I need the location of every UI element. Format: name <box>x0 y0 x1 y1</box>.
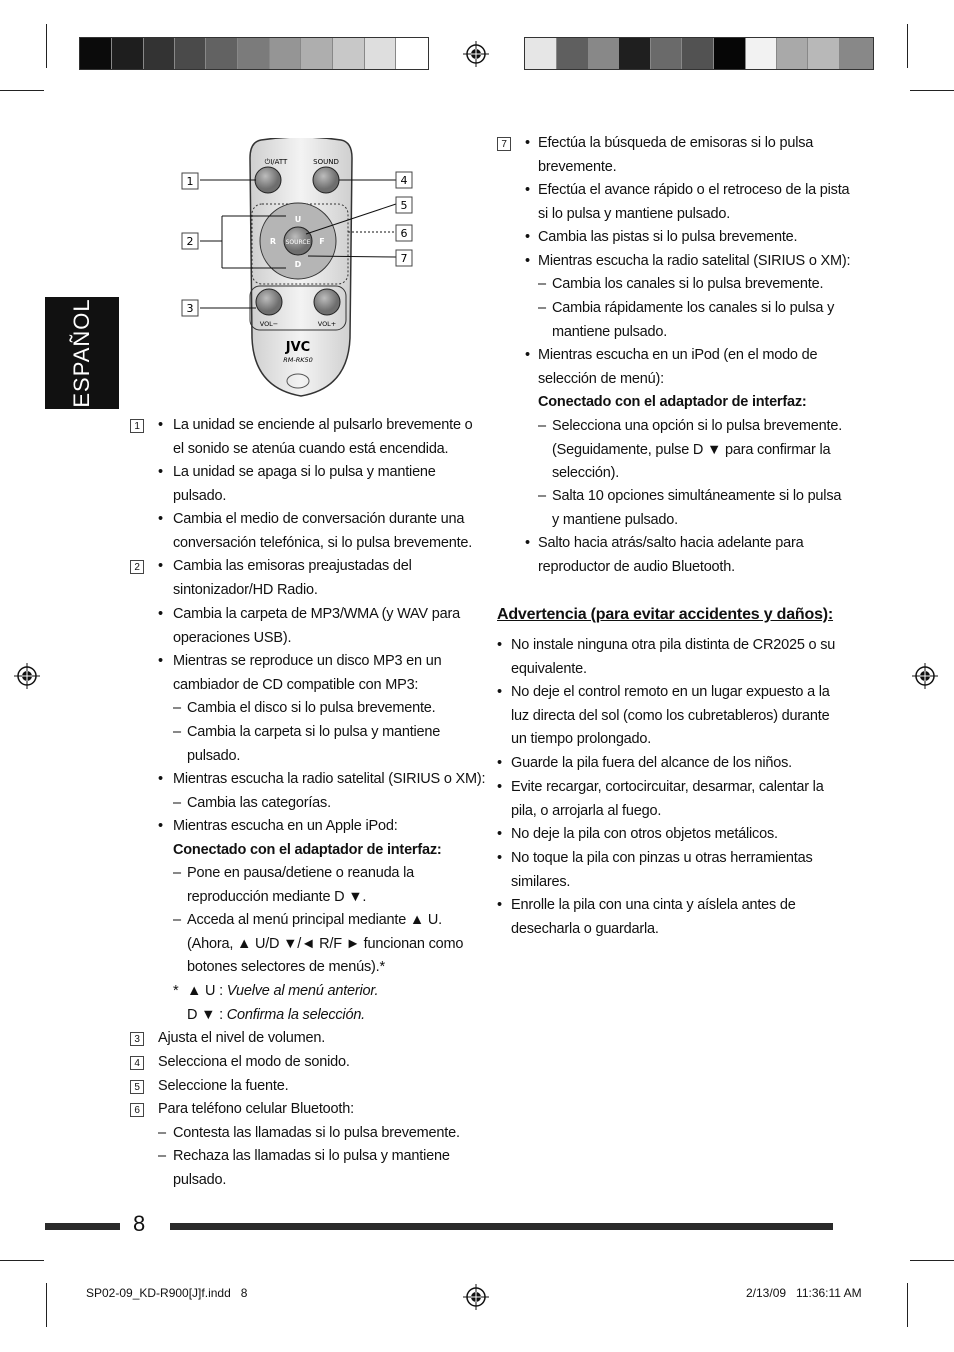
text-line: No deje la pila con otros objetos metálicos. <box>511 826 778 842</box>
text-line: Mientras escucha en un Apple iPod: <box>173 818 398 834</box>
text-line: equivalente. <box>511 660 587 677</box>
footer-date: 2/13/09 11:36:11 AM <box>746 1286 862 1300</box>
callout-6: 6 <box>400 227 408 240</box>
crop-mark <box>46 24 47 68</box>
text-line: un tiempo prolongado. <box>511 731 652 748</box>
remote-control-diagram <box>176 138 426 400</box>
text-line: La unidad se apaga si lo pulsa y mantiene <box>173 464 436 480</box>
text-line: Salta 10 opciones simultáneamente si lo pulsa <box>552 488 842 504</box>
text-line: Mientras escucha la radio satelital (SIRIUS o XM): <box>173 771 486 787</box>
text-line: ▲ U : <box>187 983 223 999</box>
u-label: U <box>294 215 302 224</box>
text-line: pulsado. <box>187 747 241 764</box>
text-line: Cambia la carpeta si lo pulsa y mantiene <box>187 724 441 740</box>
text-line: conversación telefónica, si lo pulsa brevemente. <box>173 534 473 551</box>
text-line: Contesta las llamadas si lo pulsa brevemente. <box>173 1125 460 1141</box>
power-att-button <box>255 167 281 193</box>
language-tab: ESPAÑOL <box>45 297 119 409</box>
text-line: el sonido se atenúa cuando está encendida. <box>173 440 449 457</box>
text-line: Mientras escucha en un iPod (en el modo de <box>538 347 818 363</box>
registration-mark-icon <box>14 663 40 689</box>
sound-label: SOUND <box>313 158 339 166</box>
item-number-7: 7 <box>497 137 511 151</box>
crop-mark <box>0 1260 44 1261</box>
warning-heading: Advertencia (para evitar accidentes y daños): <box>497 606 834 623</box>
text-line: Cambia las pistas si lo pulsa brevemente. <box>538 229 798 245</box>
text-line: Cambia el disco si lo pulsa brevemente. <box>187 700 436 716</box>
text-line: Seleccione la fuente. <box>158 1078 289 1094</box>
text-line: luz directa del sol (como los cubretableros) durante <box>511 707 830 724</box>
text-line: si lo pulsa y mantiene pulsado. <box>538 205 731 222</box>
text-line: No deje el control remoto en un lugar expuesto a la <box>511 684 830 700</box>
item-number-3: 3 <box>130 1032 144 1046</box>
page-rule-left <box>45 1223 120 1230</box>
text-line: D ▼ : <box>187 1007 223 1023</box>
d-label: D <box>294 260 302 269</box>
f-label: F <box>319 237 325 246</box>
text-line: botones selectores de menús).* <box>187 959 385 976</box>
item-number-4: 4 <box>130 1056 144 1070</box>
subheading: Conectado con el adaptador de interfaz: <box>173 842 442 858</box>
text-line: cambiador de CD compatible con MP3: <box>173 676 419 693</box>
text-line: Cambia las categorías. <box>187 795 331 811</box>
text-line: Enrolle la pila con una cinta y aíslela antes de <box>511 897 796 913</box>
callout-4: 4 <box>400 174 408 187</box>
text-line: Vuelve al menú anterior. <box>226 983 379 999</box>
callout-5: 5 <box>400 199 408 212</box>
text-line: Acceda al menú principal mediante ▲ U. <box>187 912 442 928</box>
text-line: (Ahora, ▲ U/D ▼/◄ R/F ► funcionan como <box>187 935 464 952</box>
color-bar-right <box>524 37 874 70</box>
r-label: R <box>269 237 277 246</box>
source-label: SOURCE <box>285 239 311 246</box>
text-line: Cambia la carpeta de MP3/WMA (y WAV para <box>173 606 460 622</box>
text-line: reproductor de audio Bluetooth. <box>538 558 735 575</box>
crop-mark <box>907 24 908 68</box>
power-att-label: ⏻I/ATT <box>264 158 288 166</box>
text-line: operaciones USB). <box>173 629 292 646</box>
text-line: Guarde la pila fuera del alcance de los niños. <box>511 755 792 771</box>
registration-mark-icon <box>463 1284 489 1310</box>
text-line: sintonizador/HD Radio. <box>173 581 318 598</box>
bullet: • <box>158 417 163 433</box>
vol-plus-label: VOL+ <box>317 320 337 328</box>
text-line: reproducción mediante D ▼. <box>187 888 367 905</box>
text-line: Mientras se reproduce un disco MP3 en un <box>173 653 442 669</box>
text-line: La unidad se enciende al pulsarlo brevemente o <box>173 417 473 433</box>
text-line: Selecciona una opción si lo pulsa brevemente. <box>552 418 843 434</box>
page-number: 8 <box>133 1211 146 1236</box>
text-line: desecharla o guardarla. <box>511 920 659 937</box>
text-line: pila, o arrojarla al fuego. <box>511 802 662 819</box>
text-line: (Seguidamente, pulse D ▼ para confirmar la <box>552 441 831 458</box>
text-line: Salto hacia atrás/salto hacia adelante para <box>538 535 804 551</box>
text-line: Para teléfono celular Bluetooth: <box>158 1101 354 1117</box>
vol-minus-label: VOL− <box>259 320 279 328</box>
text-line: similares. <box>511 873 571 890</box>
text-line: Evite recargar, cortocircuitar, desarmar, calentar la <box>511 779 824 795</box>
text-line: Pone en pausa/detiene o reanuda la <box>187 865 415 881</box>
text-line: mantiene pulsado. <box>552 323 668 340</box>
item-number-6: 6 <box>130 1103 144 1117</box>
vol-minus-button <box>256 289 282 315</box>
text-line: No toque la pila con pinzas u otras herramientas <box>511 850 813 866</box>
text-line: Mientras escucha la radio satelital (SIRIUS o XM): <box>538 253 851 269</box>
text-line: Cambia los canales si lo pulsa brevemente. <box>552 276 824 292</box>
text-line: Ajusta el nivel de volumen. <box>158 1030 326 1046</box>
color-bar-left <box>79 37 429 70</box>
crop-mark <box>0 90 44 91</box>
crop-mark <box>46 1283 47 1327</box>
callout-1: 1 <box>186 175 194 188</box>
text-line: brevemente. <box>538 158 617 175</box>
sound-button <box>313 167 339 193</box>
footer-filename: SP02-09_KD-R900[J]f.indd 8 <box>86 1286 248 1300</box>
registration-mark-icon <box>912 663 938 689</box>
text-line: Efectúa la búsqueda de emisoras si lo pulsa <box>538 135 814 151</box>
page-rule <box>170 1223 833 1230</box>
item-number-2: 2 <box>130 560 144 574</box>
callout-2: 2 <box>186 235 194 248</box>
subheading: Conectado con el adaptador de interfaz: <box>538 394 807 410</box>
crop-mark <box>910 90 954 91</box>
text-line: pulsado. <box>173 487 227 504</box>
text-line: selección). <box>552 465 620 482</box>
registration-mark-icon <box>463 41 489 67</box>
text-line: No instale ninguna otra pila distinta de CR2025 o su <box>511 637 836 653</box>
text-line: Rechaza las llamadas si lo pulsa y mantiene <box>173 1148 450 1164</box>
crop-mark <box>907 1283 908 1327</box>
model-label: RM-RK50 <box>283 356 313 364</box>
text-line: Cambia las emisoras preajustadas del <box>173 558 412 574</box>
item-number-5: 5 <box>130 1080 144 1094</box>
item-number-1: 1 <box>130 419 144 433</box>
text-line: Cambia rápidamente los canales si lo pulsa y <box>552 300 835 316</box>
callout-3: 3 <box>186 302 194 315</box>
text-line: Cambia el medio de conversación durante una <box>173 511 465 527</box>
brand-logo: JVC <box>285 340 311 355</box>
callout-7: 7 <box>400 252 408 265</box>
text-line: y mantiene pulsado. <box>552 511 678 528</box>
vol-plus-button <box>314 289 340 315</box>
text-line: Confirma la selección. <box>226 1007 366 1023</box>
text-line: Selecciona el modo de sonido. <box>158 1054 350 1070</box>
text-line: pulsado. <box>173 1171 227 1188</box>
crop-mark <box>910 1260 954 1261</box>
text-line: Efectúa el avance rápido o el retroceso de la pista <box>538 182 850 198</box>
text-line: selección de menú): <box>538 370 664 387</box>
